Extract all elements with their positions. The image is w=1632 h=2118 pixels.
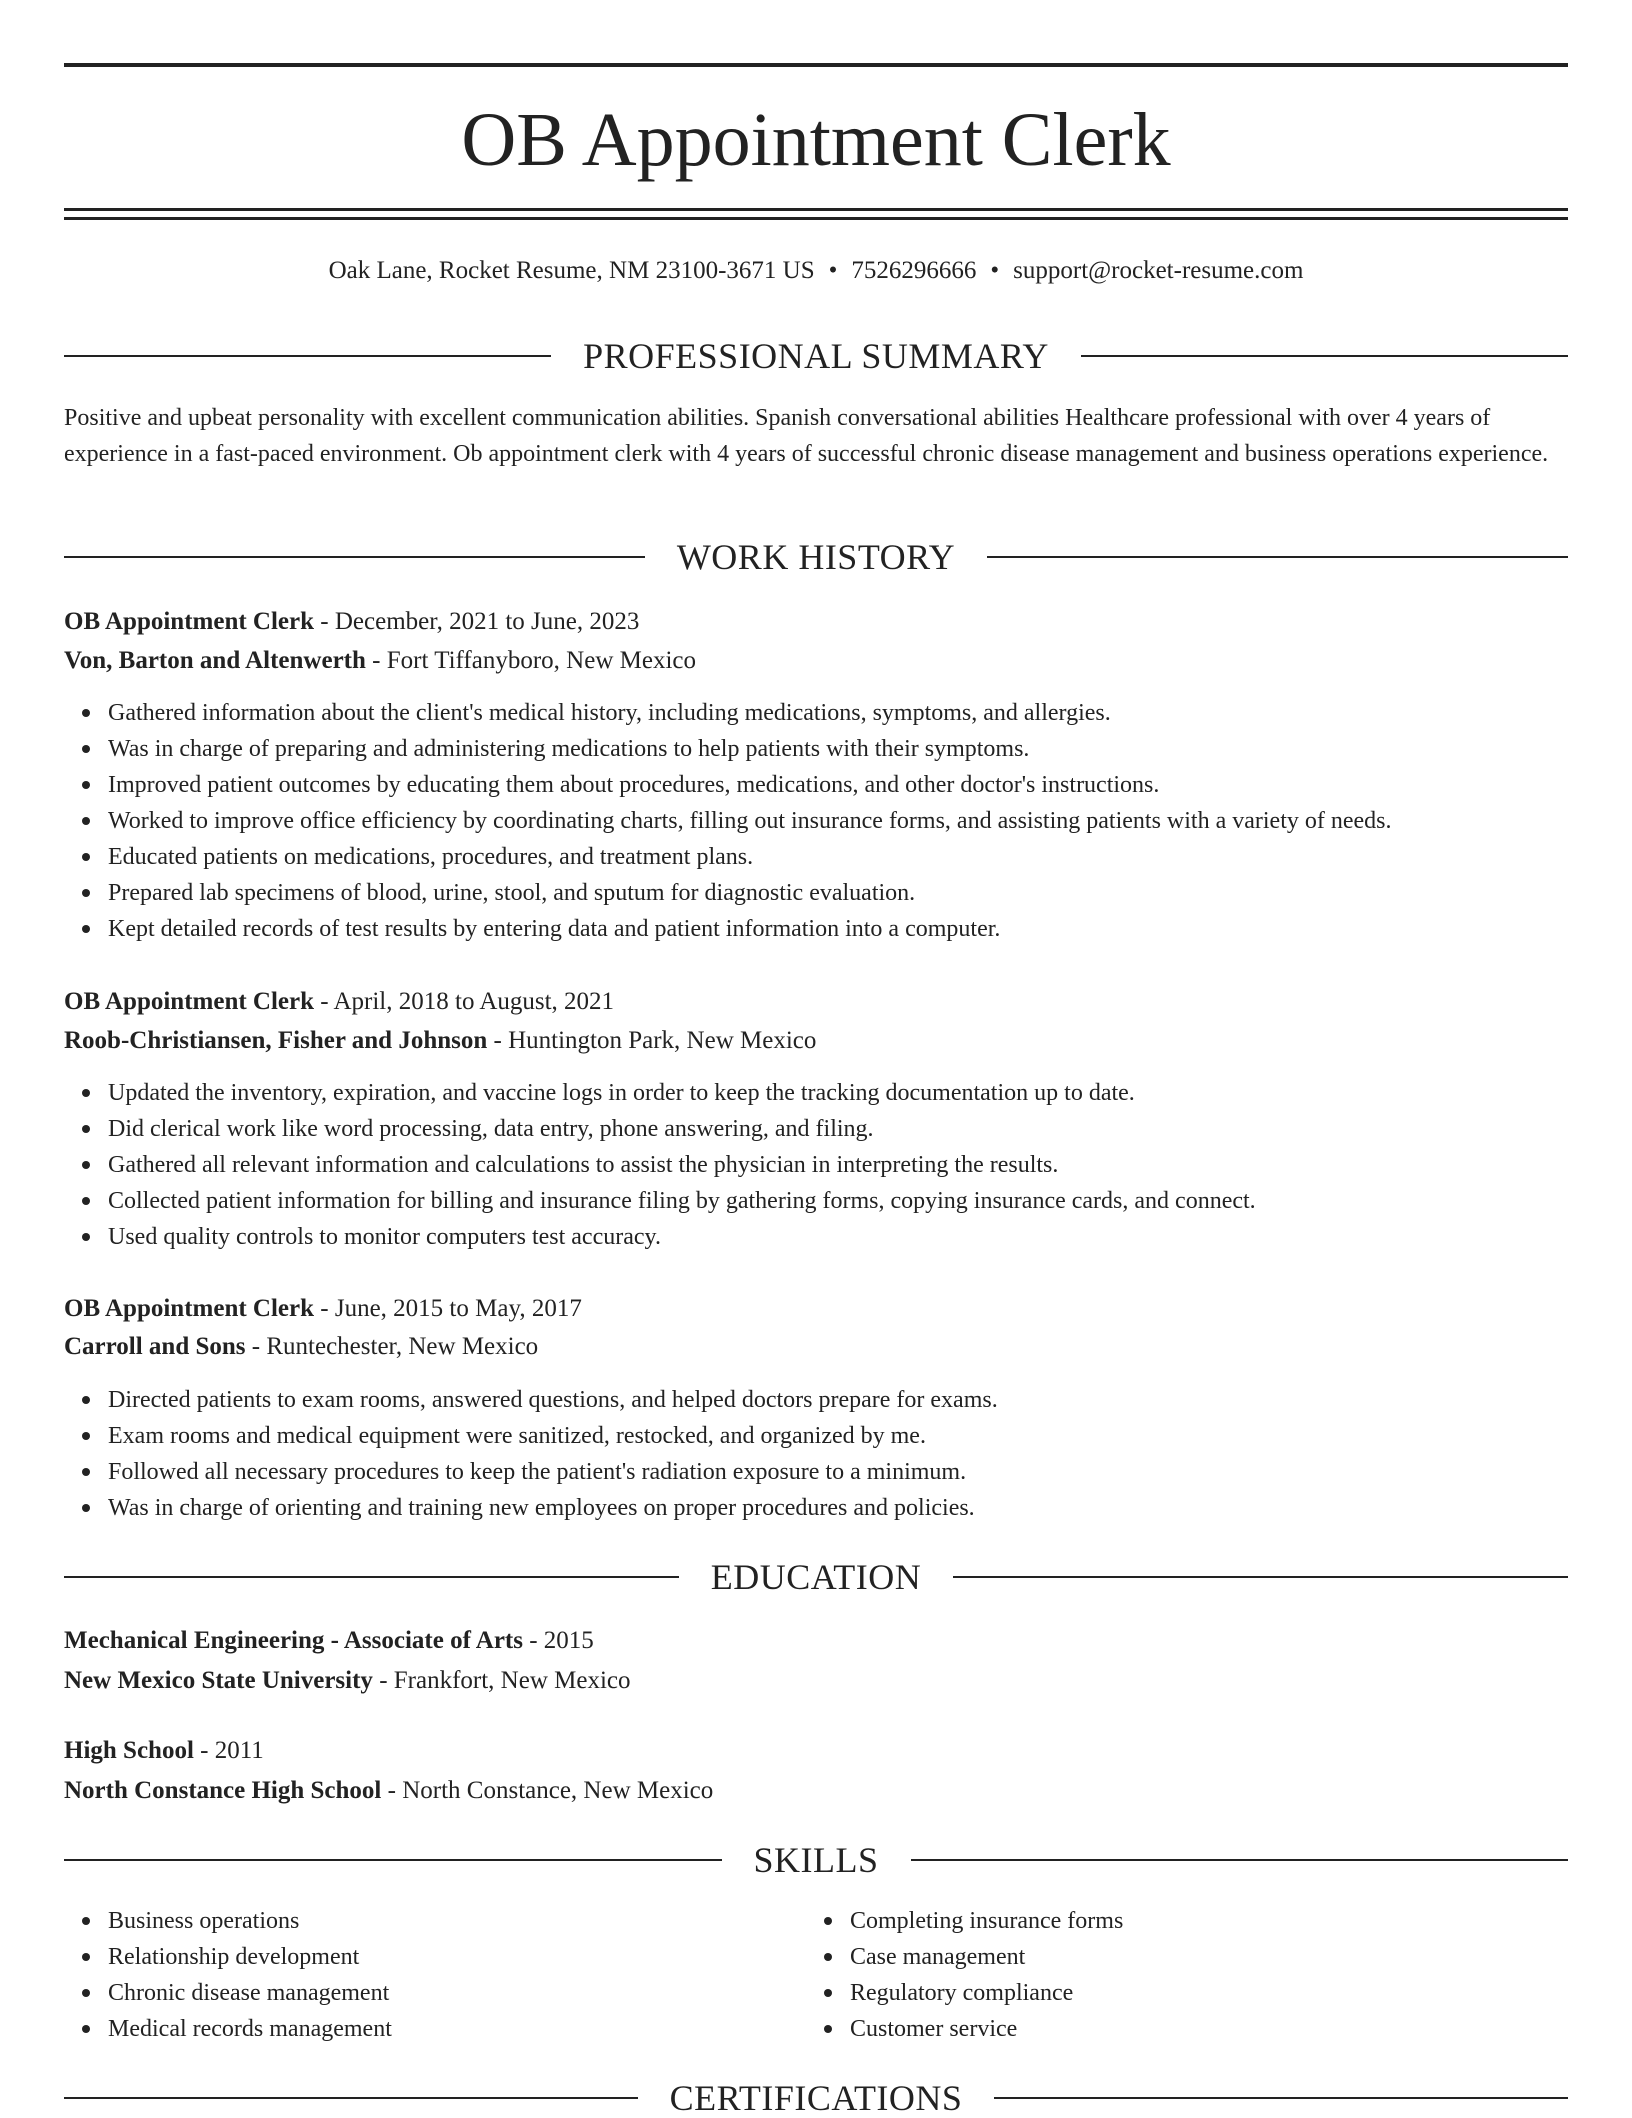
list-item: Exam rooms and medical equipment were sanitized, restocked, and organized by me. [108,1418,1612,1454]
education-year: - 2015 [522,1627,594,1654]
education-school: New Mexico State University [64,1667,373,1694]
section-header-skills [64,1840,1568,1880]
job-duties-list [64,1075,1612,1255]
job-dates: - December, 2021 to June, 2023 [314,608,640,635]
skills-list-right [806,1903,1632,2047]
section-rule [994,2097,1568,2099]
resume-title: OB Appointment Clerk [461,98,1171,182]
education-location: - North Constance, New Mexico [381,1777,714,1804]
section-rule [64,2097,638,2099]
list-item: Kept detailed records of test results by entering data and patient information into a computer. [108,911,1612,947]
skill-item: Case management [850,1939,1632,1975]
list-item: Updated the inventory, expiration, and vaccine logs in order to keep the tracking documentation up to date. [108,1075,1612,1111]
skill-item: Chronic disease management [108,1975,1612,2011]
section-header-education [64,1557,1568,1597]
job-duties-list [64,695,1612,947]
section-rule [953,1576,1568,1578]
skill-item: Regulatory compliance [850,1975,1632,2011]
section-rule [1081,355,1568,357]
list-item: Prepared lab specimens of blood, urine, stool, and sputum for diagnostic evaluation. [108,875,1612,911]
section-title: SKILLS [753,1840,879,1880]
section-title: EDUCATION [710,1557,922,1597]
list-item: Was in charge of orienting and training new employees on proper procedures and policies. [108,1490,1612,1526]
education-degree: Mechanical Engineering - Associate of Arts [64,1627,523,1654]
section-header-work-history [64,537,1568,577]
skill-item: Medical records management [108,2011,1612,2047]
section-rule [64,1859,722,1861]
list-item: Did clerical work like word processing, data entry, phone answering, and filing. [108,1111,1612,1147]
top-rule [64,63,1568,67]
job-title: OB Appointment Clerk [64,608,315,635]
education-degree-line [64,1623,1568,1659]
list-item: Followed all necessary procedures to keep the patient's radiation exposure to a minimum. [108,1454,1612,1490]
job-title-line [64,984,1568,1020]
summary-text: Positive and upbeat personality with excellent communication abilities. Spanish conversational abilities Healthcare professional with over 4 years of experience in a fast-paced environment. Ob appointment clerk with 4 years of successful chronic disease management and business operations experience. [64,405,1549,467]
job-title-line [64,1291,1568,1327]
job-title: OB Appointment Clerk [64,988,315,1015]
job-title-line [64,604,1568,640]
section-header-certifications [64,2078,1568,2118]
list-item: Worked to improve office efficiency by coordinating charts, filling out insurance forms, and assisting patients with a variety of needs. [108,803,1612,839]
job-employer: Roob-Christiansen, Fisher and Johnson [64,1027,488,1054]
list-item: Improved patient outcomes by educating them about procedures, medications, and other doctor's instructions. [108,767,1612,803]
education-location: - Frankfort, New Mexico [372,1667,631,1694]
job-employer-line [64,1023,1568,1059]
job-location: - Runtechester, New Mexico [245,1333,539,1360]
education-school: North Constance High School [64,1777,382,1804]
education-degree-line [64,1733,1568,1769]
education-year: - 2011 [193,1737,264,1764]
job-dates: - June, 2015 to May, 2017 [314,1295,582,1322]
section-rule [64,556,645,558]
job-location: - Huntington Park, New Mexico [487,1027,817,1054]
section-header-summary [64,336,1568,376]
section-title: WORK HISTORY [676,537,956,577]
job-employer: Carroll and Sons [64,1333,246,1360]
contact-separator: • [828,257,838,284]
list-item: Was in charge of preparing and administering medications to help patients with their symptoms. [108,731,1612,767]
list-item: Collected patient information for billing and insurance filing by gathering forms, copying insurance cards, and connect. [108,1183,1612,1219]
skill-item: Customer service [850,2011,1632,2047]
job-duties-list [64,1382,1612,1526]
skill-item: Completing insurance forms [850,1903,1632,1939]
section-title: PROFESSIONAL SUMMARY [583,336,1049,376]
section-rule [64,1576,679,1578]
job-dates: - April, 2018 to August, 2021 [314,988,615,1015]
education-school-line [64,1773,1568,1809]
education-degree: High School [64,1737,194,1764]
contact-separator: • [990,257,1000,284]
contact-email: support@rocket-resume.com [1013,257,1304,284]
section-rule [64,355,551,357]
job-employer-line [64,1329,1568,1365]
job-title: OB Appointment Clerk [64,1295,315,1322]
list-item: Directed patients to exam rooms, answered questions, and helped doctors prepare for exams. [108,1382,1612,1418]
section-title: CERTIFICATIONS [669,2078,963,2118]
job-location: - Fort Tiffanyboro, New Mexico [365,647,696,674]
contact-line [64,254,1568,288]
skill-item: Relationship development [108,1939,1612,1975]
education-school-line [64,1663,1568,1699]
job-employer: Von, Barton and Altenwerth [64,647,366,674]
list-item: Educated patients on medications, procedures, and treatment plans. [108,839,1612,875]
contact-address: Oak Lane, Rocket Resume, NM 23100-3671 US [328,257,815,284]
list-item: Gathered information about the client's medical history, including medications, symptoms, and allergies. [108,695,1612,731]
list-item: Used quality controls to monitor computers test accuracy. [108,1219,1612,1255]
job-employer-line [64,643,1568,679]
section-rule [911,1859,1569,1861]
title-double-rule [64,208,1568,220]
list-item: Gathered all relevant information and calculations to assist the physician in interpreting the results. [108,1147,1612,1183]
contact-phone: 7526296666 [851,257,977,284]
section-rule [987,556,1568,558]
skill-item: Business operations [108,1903,1612,1939]
